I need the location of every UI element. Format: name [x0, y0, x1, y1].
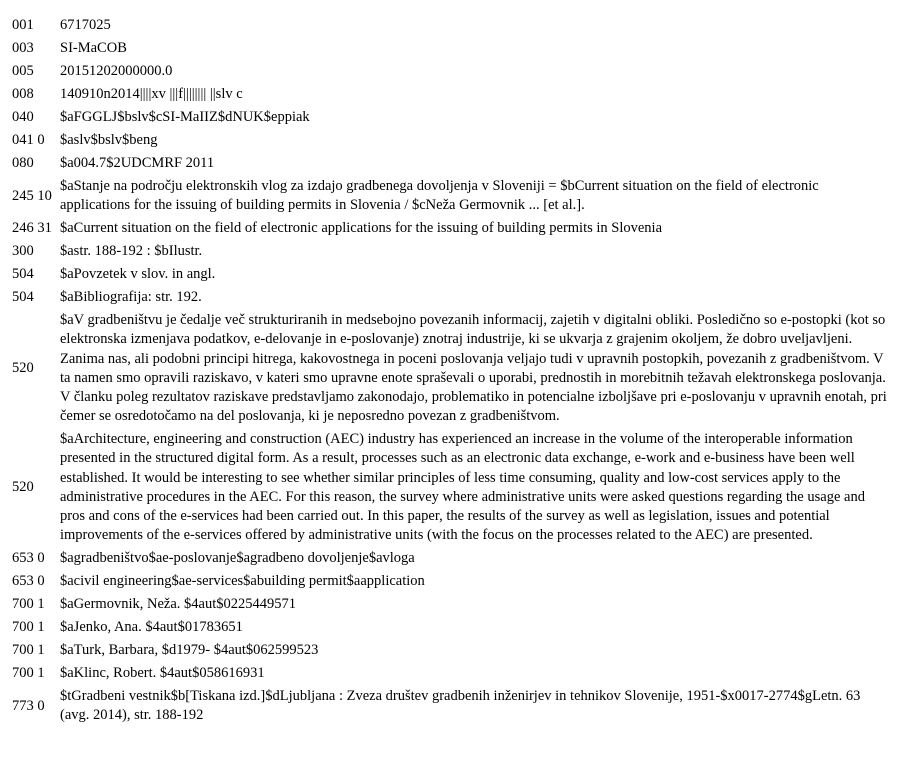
marc-field-row	[12, 288, 888, 307]
marc-field-row	[12, 85, 888, 104]
marc-field-row	[12, 219, 888, 238]
marc-field-row	[12, 39, 888, 58]
marc-field-row	[12, 549, 888, 568]
marc-field-tag: 040	[12, 109, 34, 125]
marc-field-row	[12, 108, 888, 127]
marc-field-value: $aFGGLJ$bslv$cSI-MaIIZ$dNUK$eppiak	[60, 109, 310, 125]
marc-field-tag: 003	[12, 40, 34, 56]
marc-field-row	[12, 595, 888, 614]
marc-field-tag: 300	[12, 243, 34, 260]
marc-field-tag: 700 1	[12, 596, 45, 613]
marc-field-value: $aCurrent situation on the field of electronic applications for the issuing of building permits in Slovenia	[60, 220, 663, 237]
marc-field-tag: 005	[12, 63, 34, 79]
marc-field-value: $agradbeništvo$ae-poslovanje$agradbeno dovoljenje$avloga	[60, 550, 415, 567]
marc-field-value: $aJenko, Ana. $4aut$01783651	[60, 619, 243, 636]
marc-field-value: SI-MaCOB	[60, 40, 127, 56]
marc-field-tag: 504	[12, 289, 34, 306]
marc-field-value: $aV gradbeništvu je čedalje več strukturiranih in medsebojno povezanih informacij, zajetih v digitalni obliki. Posledično so e-postopki (kot so elektronska izmenjava podatkov, e-delovanje in e-poslovanje) znotraj industrije, ki se ukvarja z grajenim okoljem, že dobro uveljavljeni. Zanima nas, ali podobni principi hitrega, kakovostnega in poceni poslovanja veljajo tudi v upravnih postopkih, povezanih z gradbeništvom. V ta namen smo opravili raziskavo, v kateri smo upravne enote spraševali o uporabi, prednostih in morebitnih težavah elektronskega poslovanja. V članku poleg rezultatov raziskave predstavljamo zakonodajo, problematiko in potencialne izboljšave pri e-poslovanju v upravnih enotah, pri čemer se osredotočamo na del poslovanja, ki je neposredno povezan z gradbeništvom.	[60, 312, 887, 425]
marc-field-value: $tGradbeni vestnik$b[Tiskana izd.]$dLjubljana : Zveza društev gradbenih inženirjev in tehnikov Slovenije, 1951-$x0017-2774$gLetn. 63 (avg. 2014), str. 188-192	[60, 688, 861, 724]
marc-field-row	[12, 177, 888, 215]
marc-field-row	[12, 641, 888, 660]
marc-field-row	[12, 154, 888, 173]
marc-field-value: $acivil engineering$ae-services$abuilding permit$aapplication	[60, 573, 425, 590]
marc-field-tag: 773 0	[12, 697, 45, 714]
marc-field-tag: 041 0	[12, 132, 45, 148]
marc-field-value: 6717025	[60, 17, 111, 33]
marc-field-tag: 008	[12, 86, 34, 102]
marc-field-row	[12, 131, 888, 150]
marc-record-table	[12, 16, 888, 726]
marc-field-value: $aGermovnik, Neža. $4aut$0225449571	[60, 596, 296, 613]
marc-field-value: $astr. 188-192 : $bIlustr.	[60, 243, 203, 260]
marc-field-row	[12, 62, 888, 81]
marc-record-body	[12, 16, 888, 726]
marc-field-value: $aStanje na področju elektronskih vlog za izdajo gradbenega dovoljenja v Sloveniji = $bCurrent situation on the field of electronic applications for the issuing of building permits in Slovenia / $cNeža Germovnik ... [et al.].	[60, 178, 819, 214]
marc-field-tag: 080	[12, 155, 34, 171]
marc-field-row	[12, 311, 888, 426]
marc-field-tag: 001	[12, 17, 34, 33]
marc-field-tag: 504	[12, 266, 34, 283]
marc-field-value: $aslv$bslv$beng	[60, 132, 158, 148]
marc-field-row	[12, 572, 888, 591]
marc-field-row	[12, 664, 888, 683]
marc-field-tag: 245 10	[12, 187, 52, 204]
marc-field-row	[12, 687, 888, 725]
marc-field-value: $aBibliografija: str. 192.	[60, 289, 202, 306]
marc-field-row	[12, 265, 888, 284]
marc-field-value: $aArchitecture, engineering and construction (AEC) industry has experienced an increase in the volume of the interoperable information presented in the structured digital form. As a result, processes such as an electronic data exchange, e-work and e-business have been well established. It would be interesting to see whether similar principles of less time consuming, quality and low-cost services apply to the administrative procedures in the AEC. For this reason, the survey where administrative units were asked questions regarding the usage and pros and cons of the e-services had been carried out. In this paper, the results of the survey as well as legislation, issues and potential improvements of the e-services offered by administrative units (with the focus on the processes related to the AEC) are presented.	[60, 431, 865, 544]
marc-field-row	[12, 618, 888, 637]
marc-field-row	[12, 242, 888, 261]
marc-field-tag: 700 1	[12, 619, 45, 636]
marc-field-tag: 700 1	[12, 665, 45, 682]
marc-field-tag: 520	[12, 360, 34, 377]
marc-field-value: $aTurk, Barbara, $d1979- $4aut$062599523	[60, 642, 319, 659]
marc-field-value: 20151202000000.0	[60, 63, 173, 79]
marc-field-row	[12, 430, 888, 545]
marc-field-tag: 700 1	[12, 642, 45, 659]
marc-field-value: $aKlinc, Robert. $4aut$058616931	[60, 665, 265, 682]
marc-field-tag: 653 0	[12, 550, 45, 567]
marc-field-value: 140910n2014||||xv |||f|||||||| ||slv c	[60, 86, 243, 102]
marc-field-tag: 653 0	[12, 573, 45, 590]
marc-field-value: $aPovzetek v slov. in angl.	[60, 266, 216, 283]
marc-field-tag: 520	[12, 479, 34, 496]
marc-field-tag: 246 31	[12, 220, 52, 237]
marc-field-row	[12, 16, 888, 35]
marc-field-value: $a004.7$2UDCMRF 2011	[60, 155, 215, 171]
